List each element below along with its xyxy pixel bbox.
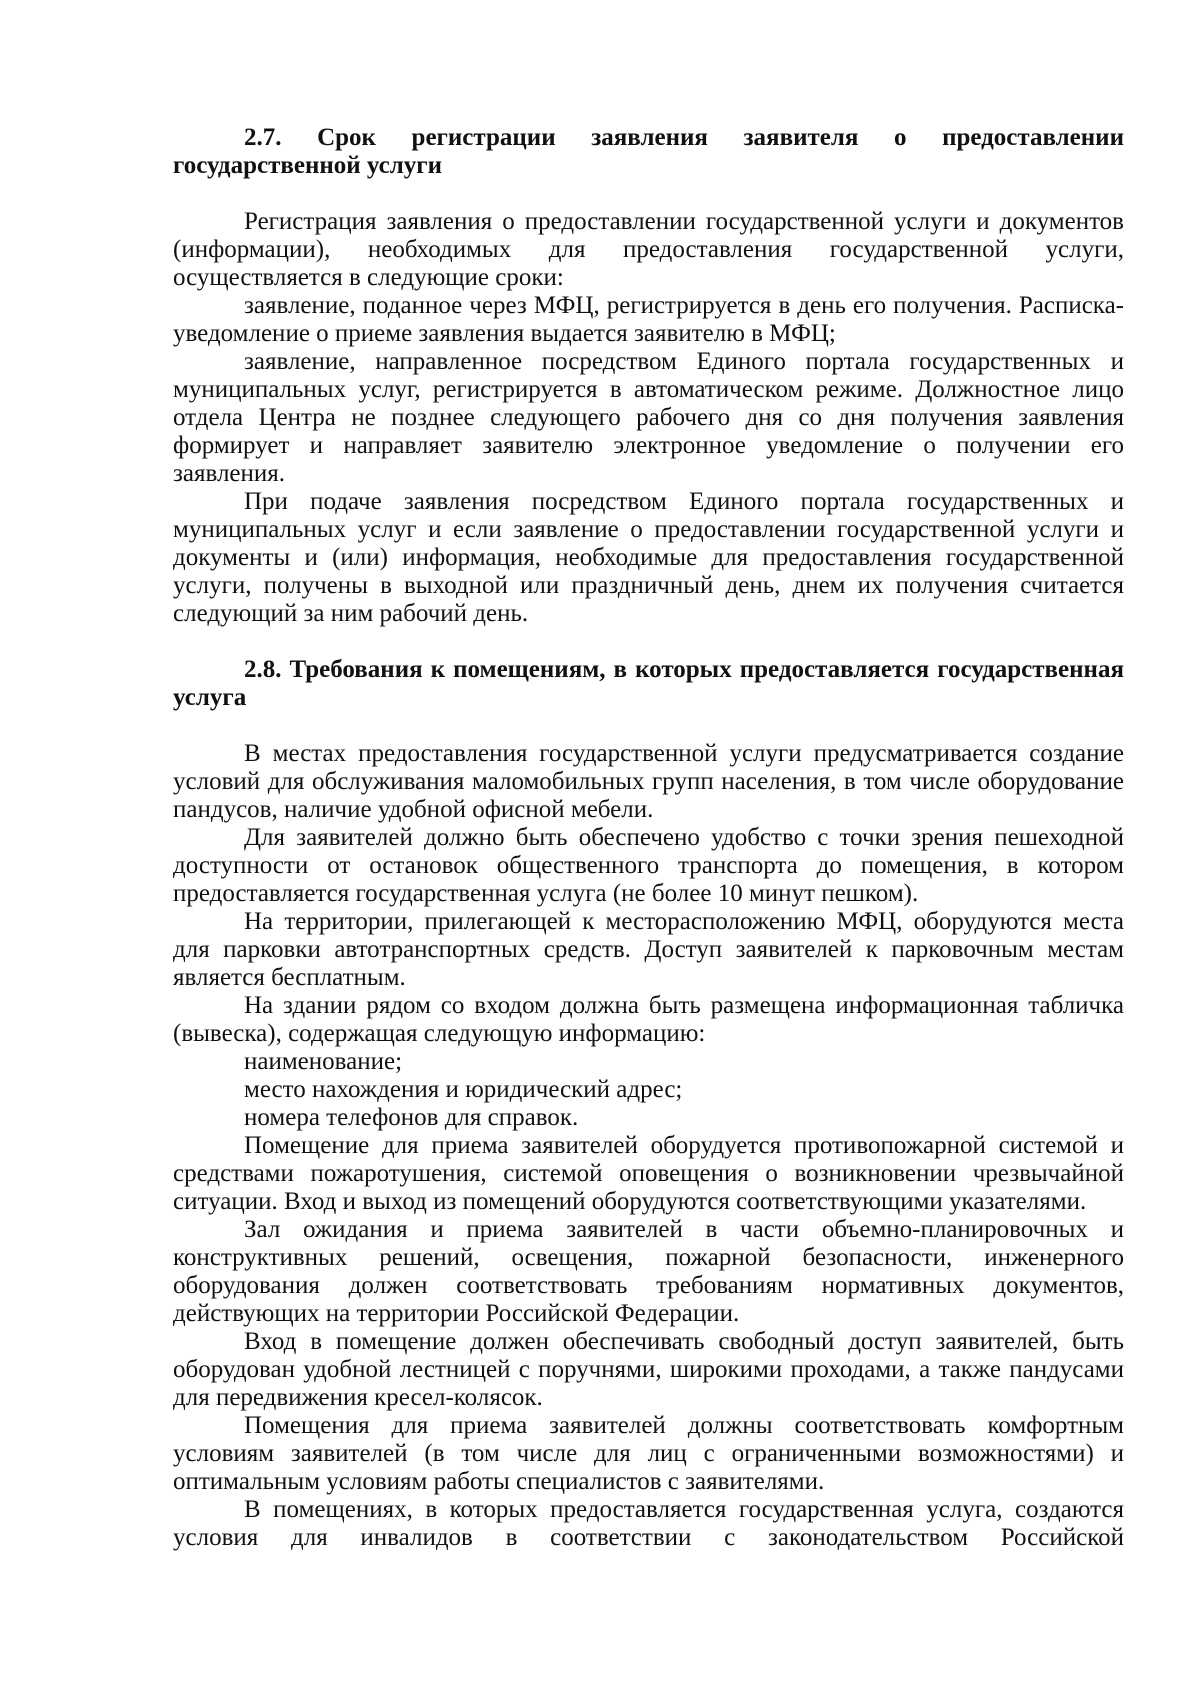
paragraph: заявление, поданное через МФЦ, регистрируется в день его получения. Расписка-уведомление о приеме заявления выдается заявителю в МФЦ; bbox=[173, 292, 1124, 347]
list-item: наименование; bbox=[244, 1048, 403, 1075]
list-item: место нахождения и юридический адрес; bbox=[244, 1076, 683, 1103]
paragraph: Зал ожидания и приема заявителей в части объемно-планировочных и конструктивных решений, освещения, пожарной безопасности, инженерного оборудования должен соответствовать требованиям нормативных документов, действующих на территории Российской Федерации. bbox=[173, 1216, 1124, 1327]
section-2-7 bbox=[173, 124, 1124, 628]
list-item: номера телефонов для справок. bbox=[244, 1104, 579, 1131]
section-heading: 2.8. Требования к помещениям, в которых предоставляется государственная услуга bbox=[173, 656, 1124, 711]
section-2-8 bbox=[173, 656, 1124, 1552]
paragraph: В помещениях, в которых предоставляется государственная услуга, создаются условия для инвалидов в соответствии с законодательством Российской bbox=[173, 1496, 1124, 1551]
paragraph: На здании рядом со входом должна быть размещена информационная табличка (вывеска), содержащая следующую информацию: bbox=[173, 992, 1124, 1047]
paragraph: Для заявителей должно быть обеспечено удобство с точки зрения пешеходной доступности от остановок общественного транспорта до помещения, в котором предоставляется государственная услуга (не более 10 минут пешком). bbox=[173, 824, 1124, 907]
document-page bbox=[173, 124, 1124, 1552]
paragraph: При подаче заявления посредством Единого портала государственных и муниципальных услуг и если заявление о предоставлении государственной услуги и документы и (или) информация, необходимые для предоставления государственной услуги, получены в выходной или праздничный день, днем их получения считается следующий за ним рабочий день. bbox=[173, 488, 1124, 627]
paragraph: На территории, прилегающей к месторасположению МФЦ, оборудуются места для парковки автотранспортных средств. Доступ заявителей к парковочным местам является бесплатным. bbox=[173, 908, 1124, 991]
section-heading: 2.7. Срок регистрации заявления заявителя о предоставлении государственной услуги bbox=[173, 124, 1124, 179]
paragraph: Регистрация заявления о предоставлении государственной услуги и документов (информации), необходимых для предоставления государственной услуги, осуществляется в следующие сроки: bbox=[173, 208, 1124, 291]
paragraph: заявление, направленное посредством Единого портала государственных и муниципальных услуг, регистрируется в автоматическом режиме. Должностное лицо отдела Центра не позднее следующего рабочего дня со дня получения заявления формирует и направляет заявителю электронное уведомление о получении его заявления. bbox=[173, 348, 1124, 487]
paragraph: Помещения для приема заявителей должны соответствовать комфортным условиям заявителей (в том числе для лиц с ограниченными возможностями) и оптимальным условиям работы специалистов с заявителями. bbox=[173, 1412, 1124, 1495]
paragraph: В местах предоставления государственной услуги предусматривается создание условий для обслуживания маломобильных групп населения, в том числе оборудование пандусов, наличие удобной офисной мебели. bbox=[173, 740, 1124, 823]
paragraph: Вход в помещение должен обеспечивать свободный доступ заявителей, быть оборудован удобной лестницей с поручнями, широкими проходами, а также пандусами для передвижения кресел-колясок. bbox=[173, 1328, 1124, 1411]
paragraph: Помещение для приема заявителей оборудуется противопожарной системой и средствами пожаротушения, системой оповещения о возникновении чрезвычайной ситуации. Вход и выход из помещений оборудуются соответствующими указателями. bbox=[173, 1132, 1124, 1215]
